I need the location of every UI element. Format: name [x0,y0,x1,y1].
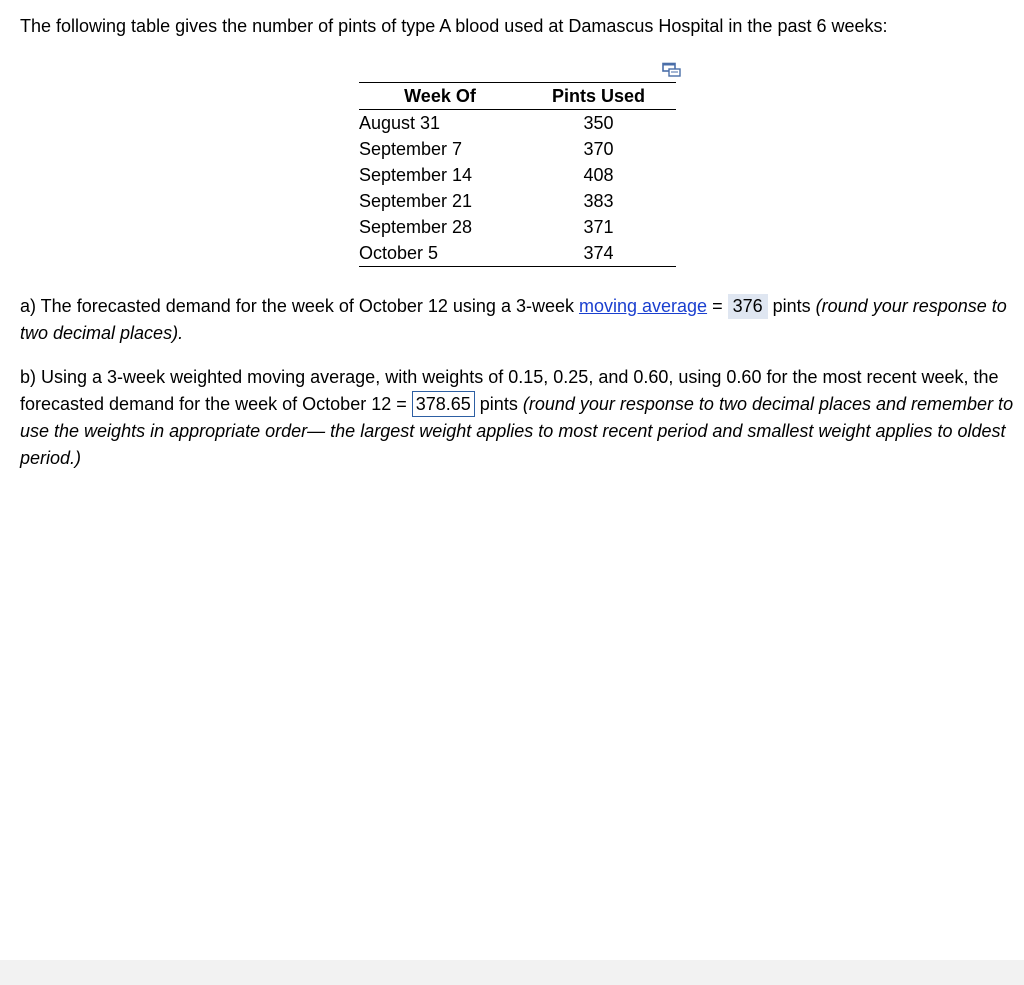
intro-text: The following table gives the number of pints of type A blood used at Damascus Hospital in the past 6 weeks: [20,16,888,36]
part-b-answer-field[interactable]: 378.65 [412,391,475,417]
pints-cell: 350 [583,113,614,133]
part-a-note: (round your response to two decimal places). [20,296,1007,343]
week-cell: October 5 [359,240,521,267]
week-cell: August 31 [359,113,441,133]
part-b-prefix: b) Using a 3-week weighted moving average, with weights of 0.15, 0.25, and 0.60, using 0.60 for the most recent week, the forecasted demand for the week of October 12 = [20,367,999,414]
part-a-prefix: a) The forecasted demand for the week of October 12 using a 3-week [20,296,579,316]
table-row [359,136,676,162]
footer-bar [0,960,1024,985]
table-row [359,214,676,240]
part-b-unit: pints [474,394,523,414]
pints-cell: 383 [583,191,614,211]
column-header-week: Week Of [359,83,521,110]
table-header-row [359,83,676,110]
pints-cell: 374 [521,240,676,267]
week-cell: September 28 [359,217,473,237]
pints-cell: 408 [583,165,614,185]
column-header-pints: Pints Used [521,83,676,110]
part-b-note: (round your response to two decimal places and remember to use the weights in appropriate order— the largest weight applies to most recent period and smallest weight applies to oldest period.) [20,394,1014,468]
question-part-b [20,364,1020,472]
copy-to-clipboard-icon[interactable] [662,62,682,78]
table-row [359,162,676,188]
table-row [359,110,676,137]
part-a-equals: = [707,296,728,316]
week-cell: September 21 [359,191,473,211]
part-a-unit: pints [767,296,816,316]
week-cell: September 7 [359,139,463,159]
pints-cell: 370 [583,139,614,159]
table-row [359,240,676,267]
question-part-a [20,293,1020,347]
table-row [359,188,676,214]
blood-usage-table [359,82,676,267]
pints-cell: 371 [583,217,614,237]
part-a-answer-field[interactable]: 376 [728,294,768,319]
moving-average-link[interactable]: moving average [578,296,708,316]
week-cell: September 14 [359,165,473,185]
